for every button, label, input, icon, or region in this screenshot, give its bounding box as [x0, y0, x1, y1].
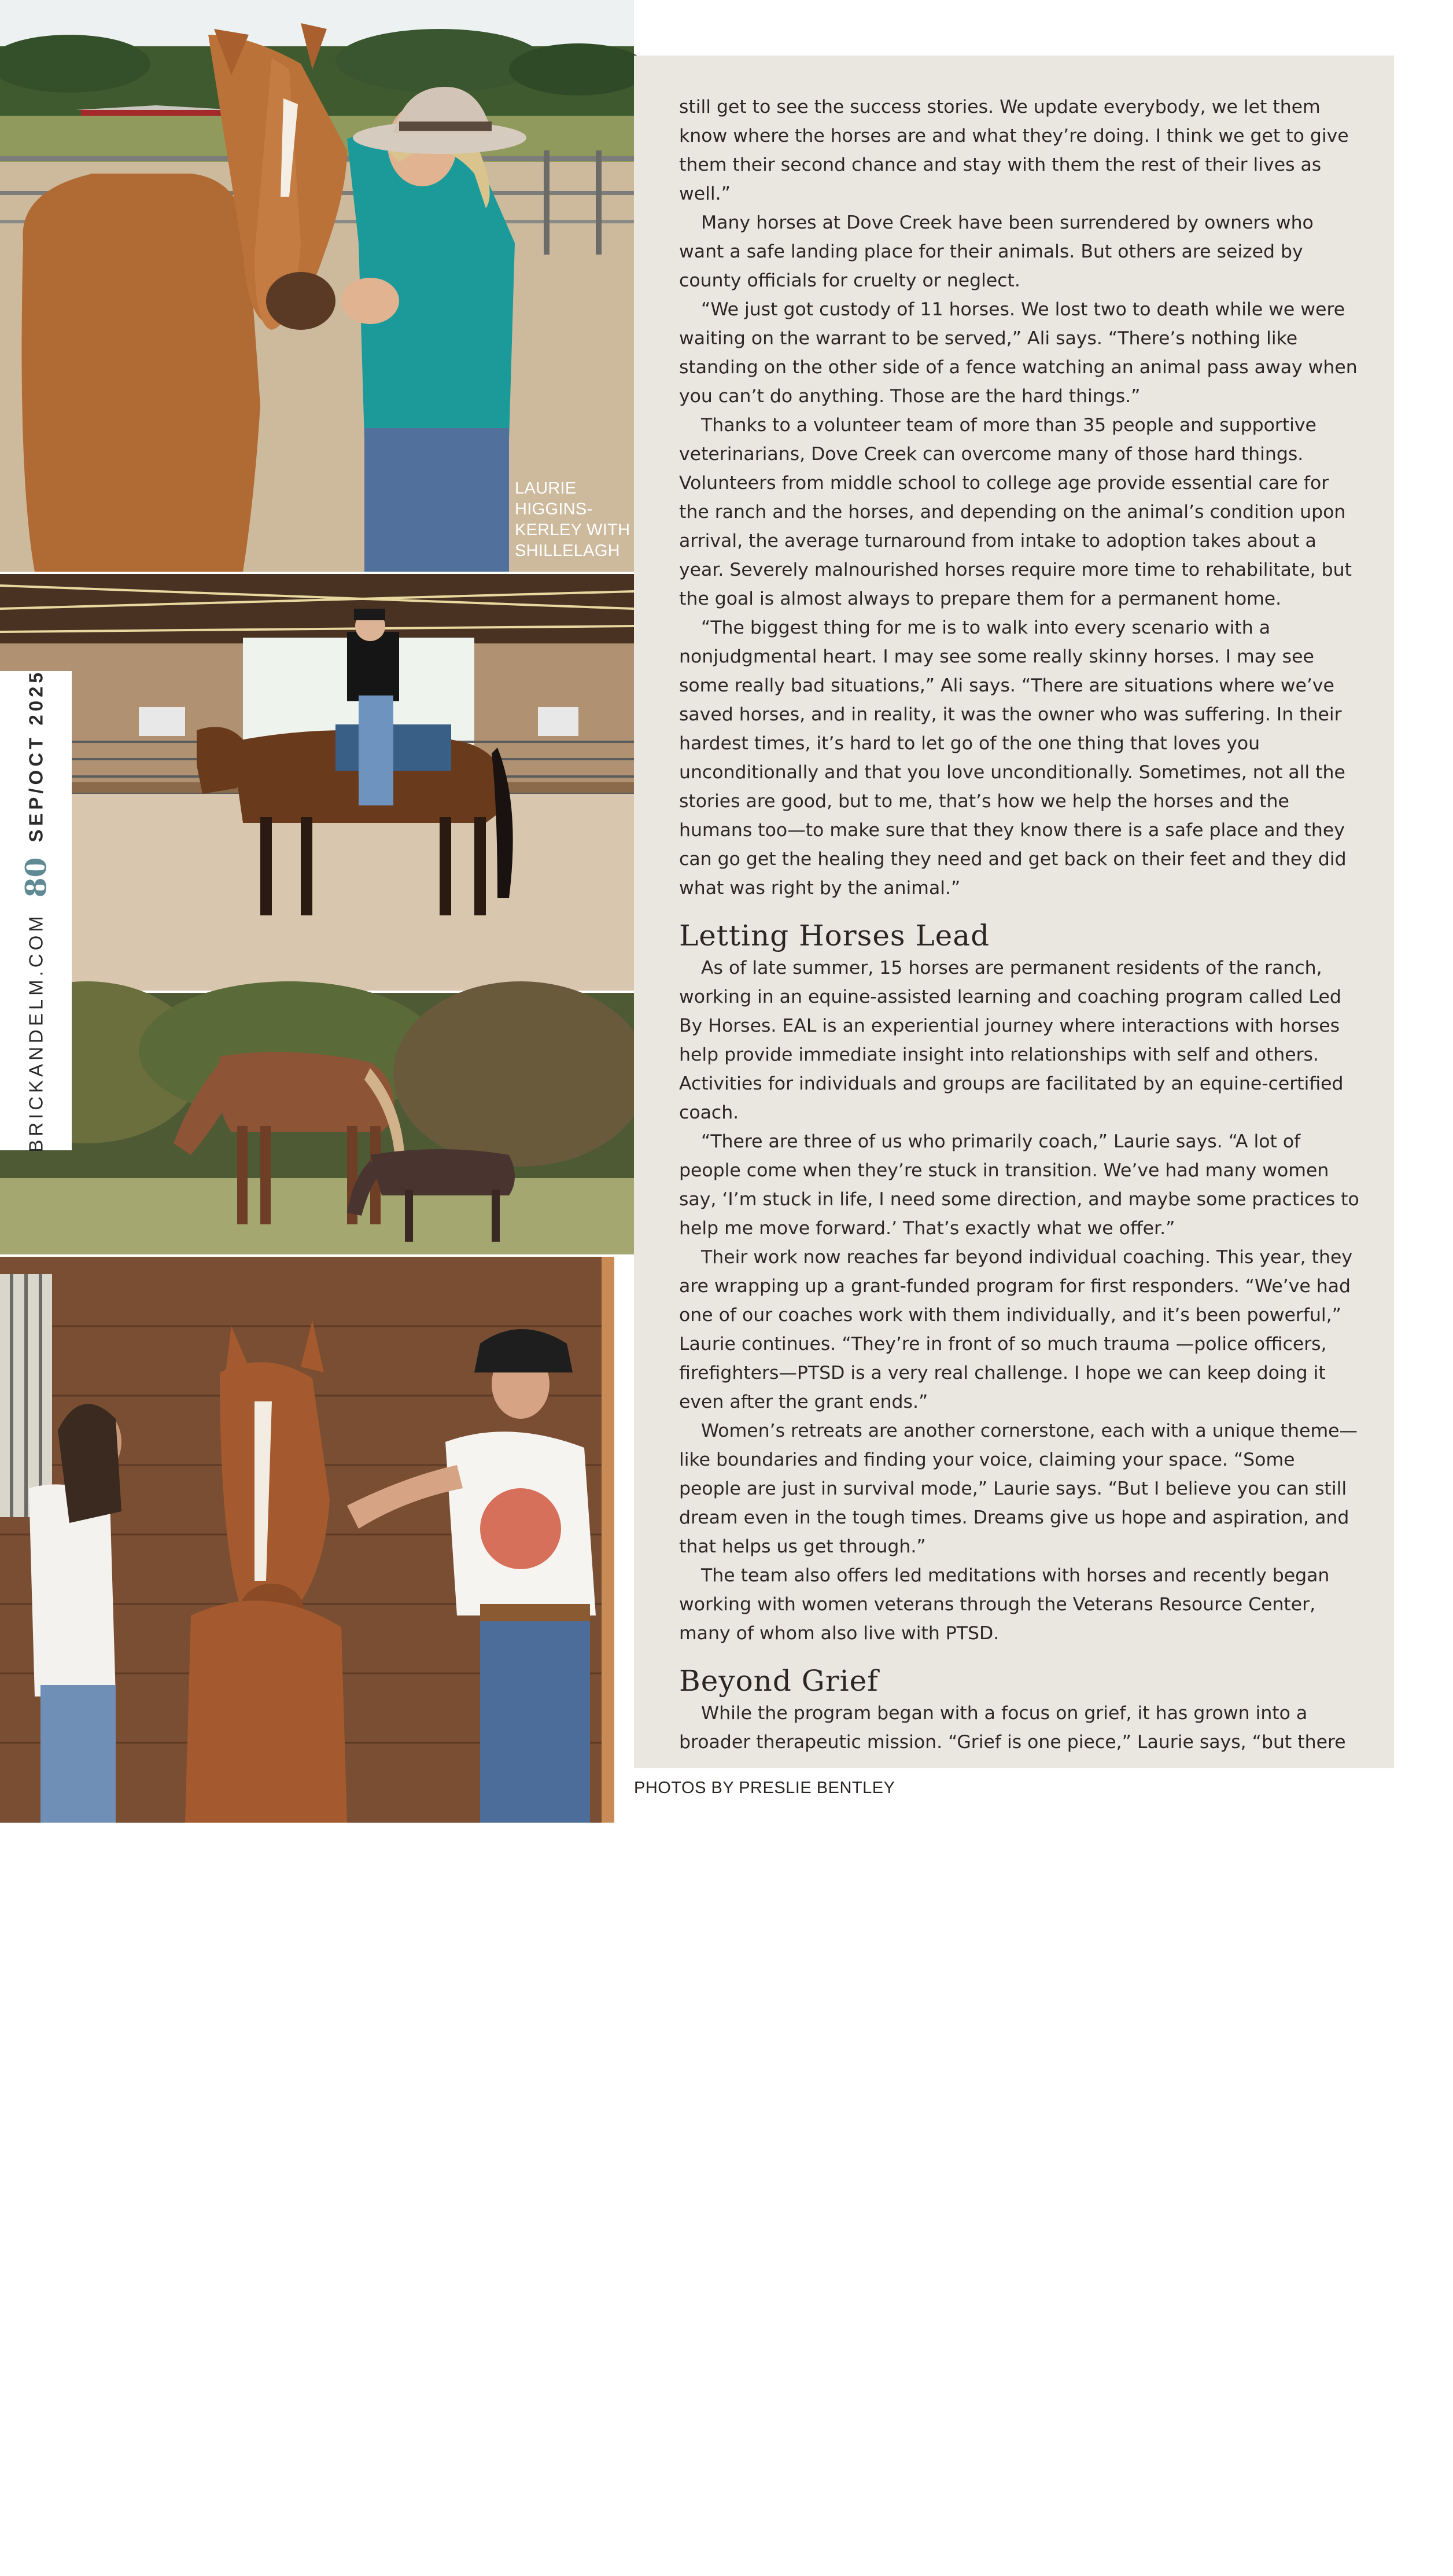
article-paragraph: “The biggest thing for me is to walk into every scenario with a nonjudgmental heart. I may see some really skinny horses. I may see some really bad situations,” Ali says. “There are situations where we’ve saved horses, and in reality, it was the owner who was suffering. In their hardest times, it’s hard to let go of the one thing that loves you unconditionally and that you love unconditionally. Sometimes, not all the stories are good, but to me, that’s how we help the horses and the humans too—to make sure that they know there is a safe place and they can go get the healing they need and get back on their feet and they did what was right by the animal.”: [679, 617, 1347, 899]
article-paragraph: still get to see the success stories. We update everybody, we let them know where the horses are and what they’re doing. I think we get to give them their second chance and stay with them the rest of their lives as well.”: [679, 97, 1349, 204]
photo-horse-and-donkey-grazing: [0, 993, 634, 1254]
folio-text: [19, 669, 53, 1153]
caption-line: SHILLELAGH: [515, 542, 620, 560]
section-heading: Beyond Grief: [679, 1664, 879, 1698]
photo-caption-laurie: [515, 478, 630, 561]
photo-stable-illustration: [0, 1257, 614, 1823]
folio-website: BRICKANDELM.COM: [25, 912, 46, 1153]
article-paragraph: As of late summer, 15 horses are permanent residents of the ranch, working in an equine-assisted learning and coaching program called Led By Horses. EAL is an experiential journey where interactions with horses help provide immediate insight into relationships with self and others. Activities for individuals and groups are facilitated by an equine-certified coach.: [679, 958, 1344, 1123]
photo-caption-nova: [73, 2534, 593, 2576]
article-paragraph: “We just got custody of 11 horses. We lost two to death while we were waiting on the warrant to be served,” Ali says. “There’s nothing like standing on the other side of a fence watching an animal pass away when you can’t do anything. Those are the hard things.”: [679, 299, 1358, 407]
section-heading: Letting Horses Lead: [679, 919, 990, 952]
caption-line: KERLEY WITH: [515, 521, 630, 539]
article-paragraph: Their work now reaches far beyond individual coaching. This year, they are wrapping up a grant-funded program for first responders. “We’ve had one of our coaches work with them individually, and it’s been powerful,” Laurie continues. “They’re in front of so much trauma —police officers, firefighters—PTSD is a very real challenge. I hope we can keep doing it even after the grant ends.”: [679, 1247, 1353, 1412]
photo-eva-and-bella: [0, 574, 634, 991]
photo-laurie-with-shillelagh: [0, 0, 634, 572]
article-body: [679, 93, 1362, 1757]
page-folio: [0, 669, 72, 1153]
photo-credit: PHOTOS BY PRESLIE BENTLEY: [634, 1779, 895, 1797]
article-paragraph: While the program began with a focus on grief, it has grown into a broader therapeutic mission. “Grief is one piece,” Laurie says, “but there: [679, 1703, 1346, 1753]
caption-line: WITH ALI MCEWEN AND VOLUNTEER NATALIE FULLER: [73, 2556, 521, 2575]
article-paragraph: Women’s retreats are another cornerstone, each with a unique theme—like boundaries and finding your voice, claiming your space. “Some people are just in survival mode,” Laurie says. “But I believe you can still dream even in the tough times. Dreams give us hope and aspiration, and that helps us get through.”: [679, 1421, 1358, 1557]
article-paragraph: Thanks to a volunteer team of more than 35 people and supportive veterinarians, Dove Creek can overcome many of those hard things. Volunteers from middle school to college age provide essential care for the ranch and the horses, and depending on the animal’s condition upon arrival, the average turnaround from intake to adoption takes about a year. Severely malnourished horses require more time to rehabilitate, but the goal is almost always to prepare them for a permanent home.: [679, 415, 1352, 609]
caption-line: NOVA, WHOSE STORY HAS GONE VIRAL ON SOCIAL MEDIA,: [73, 2535, 566, 2554]
photo-arena-illustration: [0, 574, 634, 991]
photo-nova-with-ali-and-natalie: [0, 1257, 614, 2575]
article-paragraph: Many horses at Dove Creek have been surrendered by owners who want a safe landing place for their animals. But others are seized by county officials for cruelty or neglect.: [679, 212, 1314, 291]
photo-grazing-illustration: [0, 993, 634, 1254]
caption-line: LAURIE: [515, 479, 577, 498]
article-paragraph: “There are three of us who primarily coach,” Laurie says. “A lot of people come when they’re stuck in transition. We’ve had many women say, ‘I’m stuck in life, I need some direction, and maybe some practices to help me move forward.’ That’s exactly what we offer.”: [679, 1131, 1359, 1239]
article-paragraph: The team also offers led meditations with horses and recently began working with women veterans through the Veterans Resource Center, many of whom also live with PTSD.: [679, 1565, 1330, 1644]
issue-date: SEP/OCT 2025: [25, 669, 46, 842]
article-panel: [634, 56, 1394, 1768]
caption-line: HIGGINS-: [515, 500, 593, 518]
page-number: 80: [19, 857, 53, 898]
